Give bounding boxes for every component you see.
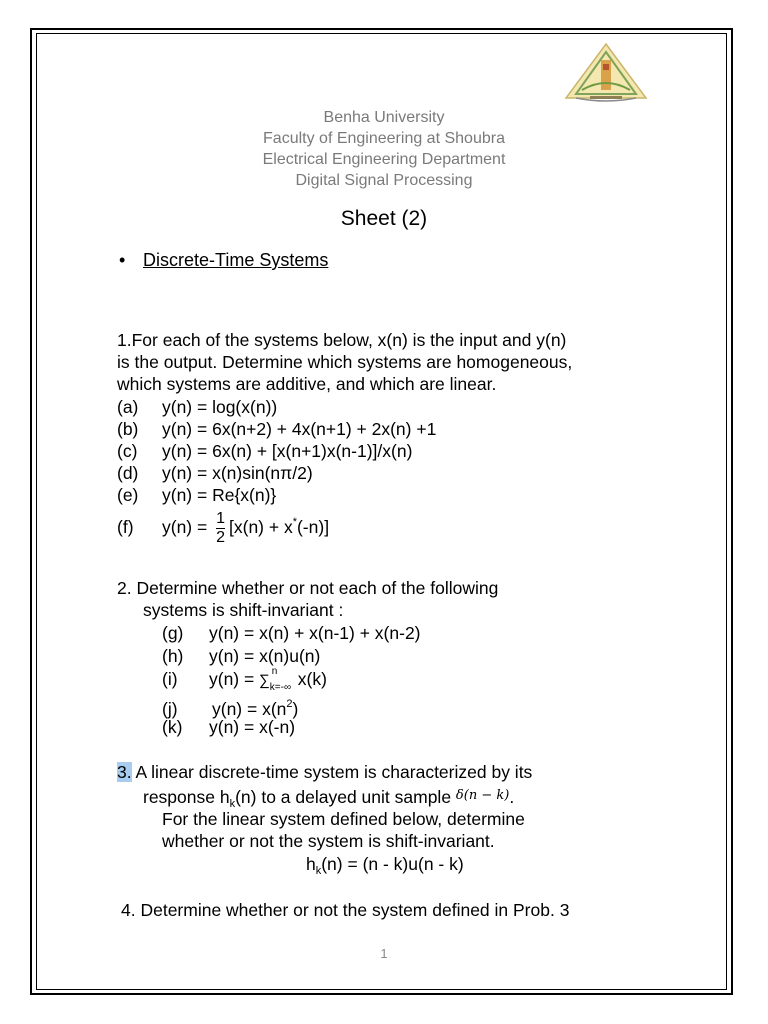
eq-post: (n) = (n - k)u(n - k) [321, 854, 464, 874]
university-logo [562, 40, 650, 104]
eq-pre: h [306, 854, 316, 874]
q3-line-2-end: . [509, 787, 515, 807]
q1-line-3: which systems are additive, and which are linear. [117, 374, 497, 394]
fraction-num: 1 [216, 510, 225, 527]
item-label: (c) [117, 441, 138, 461]
bullet-icon: • [119, 250, 126, 270]
q4-line-1: 4. Determine whether or not the system defined in Prob. 3 [121, 900, 570, 920]
item-expr: y(n) = log(x(n)) [162, 397, 278, 417]
q2-item-i [162, 668, 327, 692]
course-name: Digital Signal Processing [295, 172, 473, 189]
q2-line-2: systems is shift-invariant : [143, 600, 344, 620]
item-expr-post: ) [292, 699, 299, 719]
item-expr-post: x(k) [297, 669, 327, 689]
conj-sup: * [292, 516, 297, 529]
item-expr: y(n) = Re{x(n)} [162, 485, 277, 505]
sheet-title: Sheet (2) [340, 207, 428, 230]
q1-item [117, 484, 276, 506]
q1-item [117, 440, 412, 462]
item-expr: y(n) = 6x(n+2) + 4x(n+1) + 2x(n) +1 [162, 419, 437, 439]
item-label: (a) [117, 397, 139, 417]
department-name: Electrical Engineering Department [262, 151, 506, 168]
item-expr: y(n) = 6x(n) + [x(n+1)x(n-1)]/x(n) [162, 441, 413, 461]
q1-item [117, 462, 313, 484]
q3-line-2-post: (n) to a delayed unit sample [235, 787, 456, 807]
q1-line-2: is the output. Determine which systems are homogeneous, [117, 352, 573, 372]
q2-item [162, 716, 295, 738]
item-expr: y(n) = x(-n) [209, 717, 296, 737]
item-label: (b) [117, 419, 139, 439]
delayed-unit-sample: δ(n − k) [455, 788, 510, 803]
q3-number-highlighted: 3. [117, 762, 132, 782]
item-label: (g) [162, 623, 184, 643]
item-expr-pre: y(n) = [209, 669, 260, 689]
item-label: (f) [117, 517, 134, 538]
faculty-name: Faculty of Engineering at Shoubra [263, 130, 505, 147]
item-label: (h) [162, 646, 184, 666]
q3-line-3: For the linear system defined below, determine [162, 809, 525, 829]
item-label: (j) [162, 699, 178, 719]
q3-line-1-text: A linear discrete-time system is characterized by its [131, 762, 533, 782]
q1-item [117, 418, 436, 440]
q1-line-1: 1.For each of the systems below, x(n) is the input and y(n) [117, 330, 567, 350]
sum-lower: k=-∞ [269, 682, 292, 693]
summation-symbol: ∑ [259, 672, 270, 689]
item-label: (i) [162, 669, 178, 689]
item-expr: y(n) = x(n)u(n) [209, 646, 321, 666]
fraction [216, 510, 225, 547]
item-label: (e) [117, 485, 139, 505]
sum-upper: n [271, 666, 278, 677]
q3-line-2-pre: response h [143, 787, 230, 807]
fraction-den: 2 [216, 529, 225, 546]
section-heading [119, 250, 328, 271]
university-name: Benha University [323, 109, 445, 126]
item-expr: y(n) = x(n)sin(nπ/2) [162, 463, 313, 483]
item-label: (d) [117, 463, 139, 483]
item-expr: y(n) = x(n) + x(n-1) + x(n-2) [209, 623, 421, 643]
item-label: (k) [162, 717, 183, 737]
square-sup: 2 [286, 698, 293, 710]
item-expr-post: [x(n) + x [229, 517, 293, 538]
q3-equation [306, 853, 464, 882]
eq-sub: k [315, 865, 322, 877]
page-number: 1 [380, 946, 388, 961]
q2-item [162, 645, 320, 667]
item-expr-pre: y(n) = [162, 517, 213, 538]
q3-line-2-sub: k [229, 798, 236, 810]
q1-item-f [117, 510, 329, 547]
q3-line-1 [117, 761, 532, 783]
summation-limits [269, 666, 298, 693]
q1-item [117, 396, 277, 418]
item-expr-pre: y(n) = x(n [212, 699, 287, 719]
section-heading-text: Discrete-Time Systems [143, 250, 329, 270]
header-block [0, 107, 768, 191]
q2-item [162, 622, 421, 644]
q3-line-4: whether or not the system is shift-invariant. [162, 831, 495, 851]
item-expr-end: (-n)] [296, 517, 330, 538]
q2-line-1: 2. Determine whether or not each of the following [117, 578, 499, 598]
